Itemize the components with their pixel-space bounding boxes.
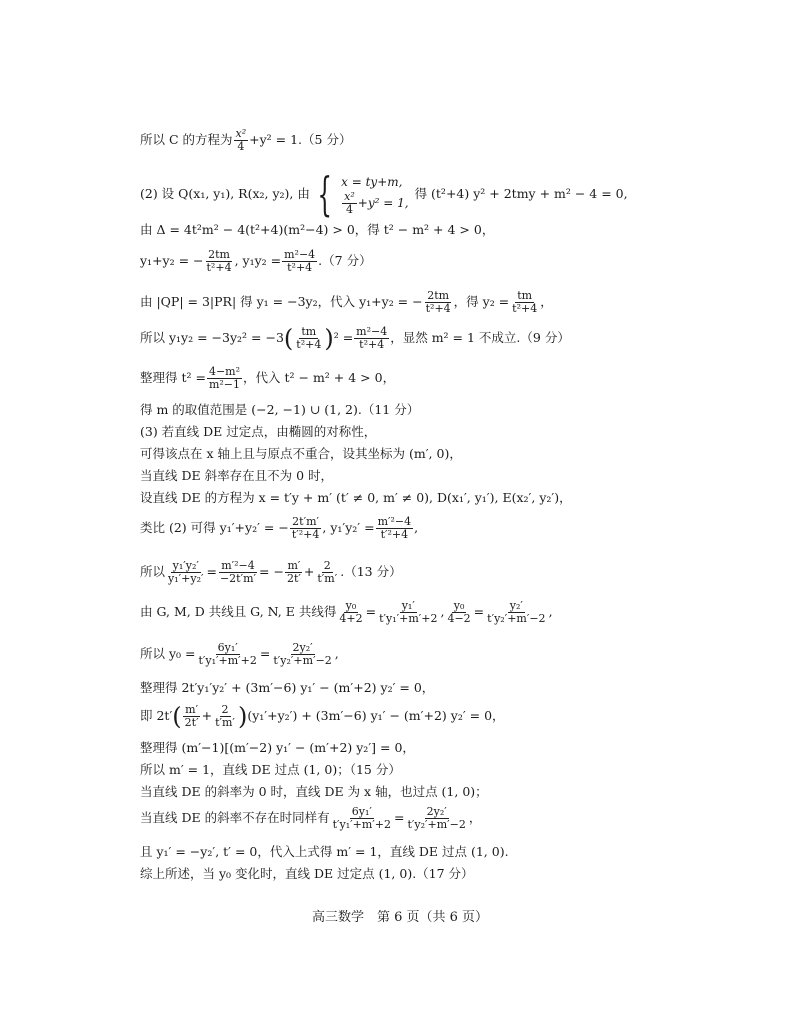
line-m-range: 得 m 的取值范围是 (−2, −1) ∪ (1, 2).（11 分） xyxy=(140,402,420,417)
line-slope-case: 当直线 DE 斜率存在且不为 0 时， xyxy=(140,468,333,483)
line-zero-slope: 当直线 DE 的斜率为 0 时，直线 DE 为 x 轴，也过点 (1, 0)； xyxy=(140,784,488,799)
line-system: (2) 设 Q(x₁, y₁), R(x₂, y₂), 由 { x = ty+m, $\frac{\text{x²}}{4}$ +y² = 1, 得 (t²+4) y² + 2tmy + m² − 4 = 0, xyxy=(140,167,628,221)
equation-system: { x = ty+m, $\frac{\text{x²}}{4}$ +y² = 1, xyxy=(317,167,409,221)
line-y1y2: 所以 y₁y₂ = −3y₂² = −3( $\frac{tm}{\text{t²+4}}$ )² = $\frac{\text{m²−4}}{\text{t²+4}}$ ，显然 m² = 1 不成立.（9 分） xyxy=(140,324,570,353)
line-m-prime: 所以 m′ = 1，直线 DE 过点 (1, 0)；（15 分） xyxy=(140,762,401,777)
line-simplify1: 整理得 2t′y₁′y₂′ + (3m′−6) y₁′ − (m′+2) y₂′ = 0， xyxy=(140,680,435,695)
line-qp-pr: 由 |QP| = 3|PR| 得 y₁ = −3y₂，代入 y₁+y₂ = − $\frac{2tm}{\text{t²+4}}$ ，得 y₂ = $\frac{tm}{\text{t²+4}}$ ， xyxy=(140,289,553,315)
line-factor: 整理得 (m′−1)[(m′−2) y₁′ − (m′+2) y₂′] = 0， xyxy=(140,740,415,755)
line-delta: 由 Δ = 4t²m² − 4(t²+4)(m²−4) > 0，得 t² − m² + 4 > 0， xyxy=(140,222,495,237)
line-analogy: 类比 (2) 可得 y₁′+y₂′ = − $\frac{2t'm'}{\text{t′²+4}}$ , y₁′y₂′ = $\frac{\text{m′²−4}}{\text{t′²+4}}$ , xyxy=(140,515,419,541)
line-part3-intro: (3) 若直线 DE 过定点，由椭圆的对称性， xyxy=(140,424,377,439)
line-de-equation: 设直线 DE 的方程为 x = t′y + m′ (t′ ≠ 0, m′ ≠ 0), D(x₁′, y₁′), E(x₂′, y₂′)， xyxy=(140,490,572,505)
line-y0: 所以 y₀ = $\frac{\text{6y₁′}}{\text{t′y₁′+m′+2}}$ = $\frac{\text{2y₂′}}{\text{t′y₂′+m′−2}}$ , xyxy=(140,641,339,667)
text: 所以 C 的方程为 xyxy=(140,132,233,147)
line-fixed-point: 可得该点在 x 轴上且与原点不重合，设其坐标为 (m′, 0)， xyxy=(140,446,462,461)
line-no-slope: 当直线 DE 的斜率不存在时同样有 $\frac{\text{6y₁′}}{\text{t′y₁′+m′+2}}$ = $\frac{\text{2y₂′}}{\text{t′y₂′+m′−2}}$ ， xyxy=(140,805,482,831)
fraction: $\frac{\text{x²}}{4}$ xyxy=(235,127,247,153)
line-collinear: 由 G, M, D 共线且 G, N, E 共线得 $\frac{\text{y₀}}{4+2}$ = $\frac{\text{y₁′}}{\text{t′y₁′+m′+2}}$ , $\frac{\text{y₀}}{4-2}$ = $\frac{\text{y₂′}}{\text{t′y₂′+m′−2}}$ , xyxy=(140,599,553,625)
page-footer: 高三数学 第 6 页（共 6 页） xyxy=(311,910,489,925)
line-vieta: y₁+y₂ = − $\frac{2tm}{\text{t²+4}}$ , y₁y₂ = $\frac{\text{m²−4}}{\text{t²+4}}$ .（7 分） xyxy=(140,248,372,274)
line-c-equation xyxy=(140,128,351,153)
line-ratio: 所以 $\frac{\text{y₁′y₂′}}{\text{y₁′+y₂′}}$ = $\frac{\text{m′²−4}}{-2t'm'}$ = − $\frac{m'}{2t'}$ + $\frac{2}{t'm'}$ .（13 分） xyxy=(140,559,402,585)
line-t-squared: 整理得 t² = $\frac{\text{4−m²}}{\text{m²−1}}$ ，代入 t² − m² + 4 > 0， xyxy=(140,365,396,391)
line-substitute: 即 2t′( $\frac{m'}{2t'}$ + $\frac{2}{t'm'}$ )(y₁′+y₂′) + (3m′−6) y₁′ − (m′+2) y₂′ = 0， xyxy=(140,702,505,731)
text: +y² = 1.（5 分） xyxy=(249,132,352,147)
line-y-relation: 且 y₁′ = −y₂′, t′ = 0，代入上式得 m′ = 1，直线 DE 过点 (1, 0). xyxy=(140,844,509,859)
line-conclusion: 综上所述，当 y₀ 变化时，直线 DE 过定点 (1, 0).（17 分） xyxy=(140,866,474,881)
